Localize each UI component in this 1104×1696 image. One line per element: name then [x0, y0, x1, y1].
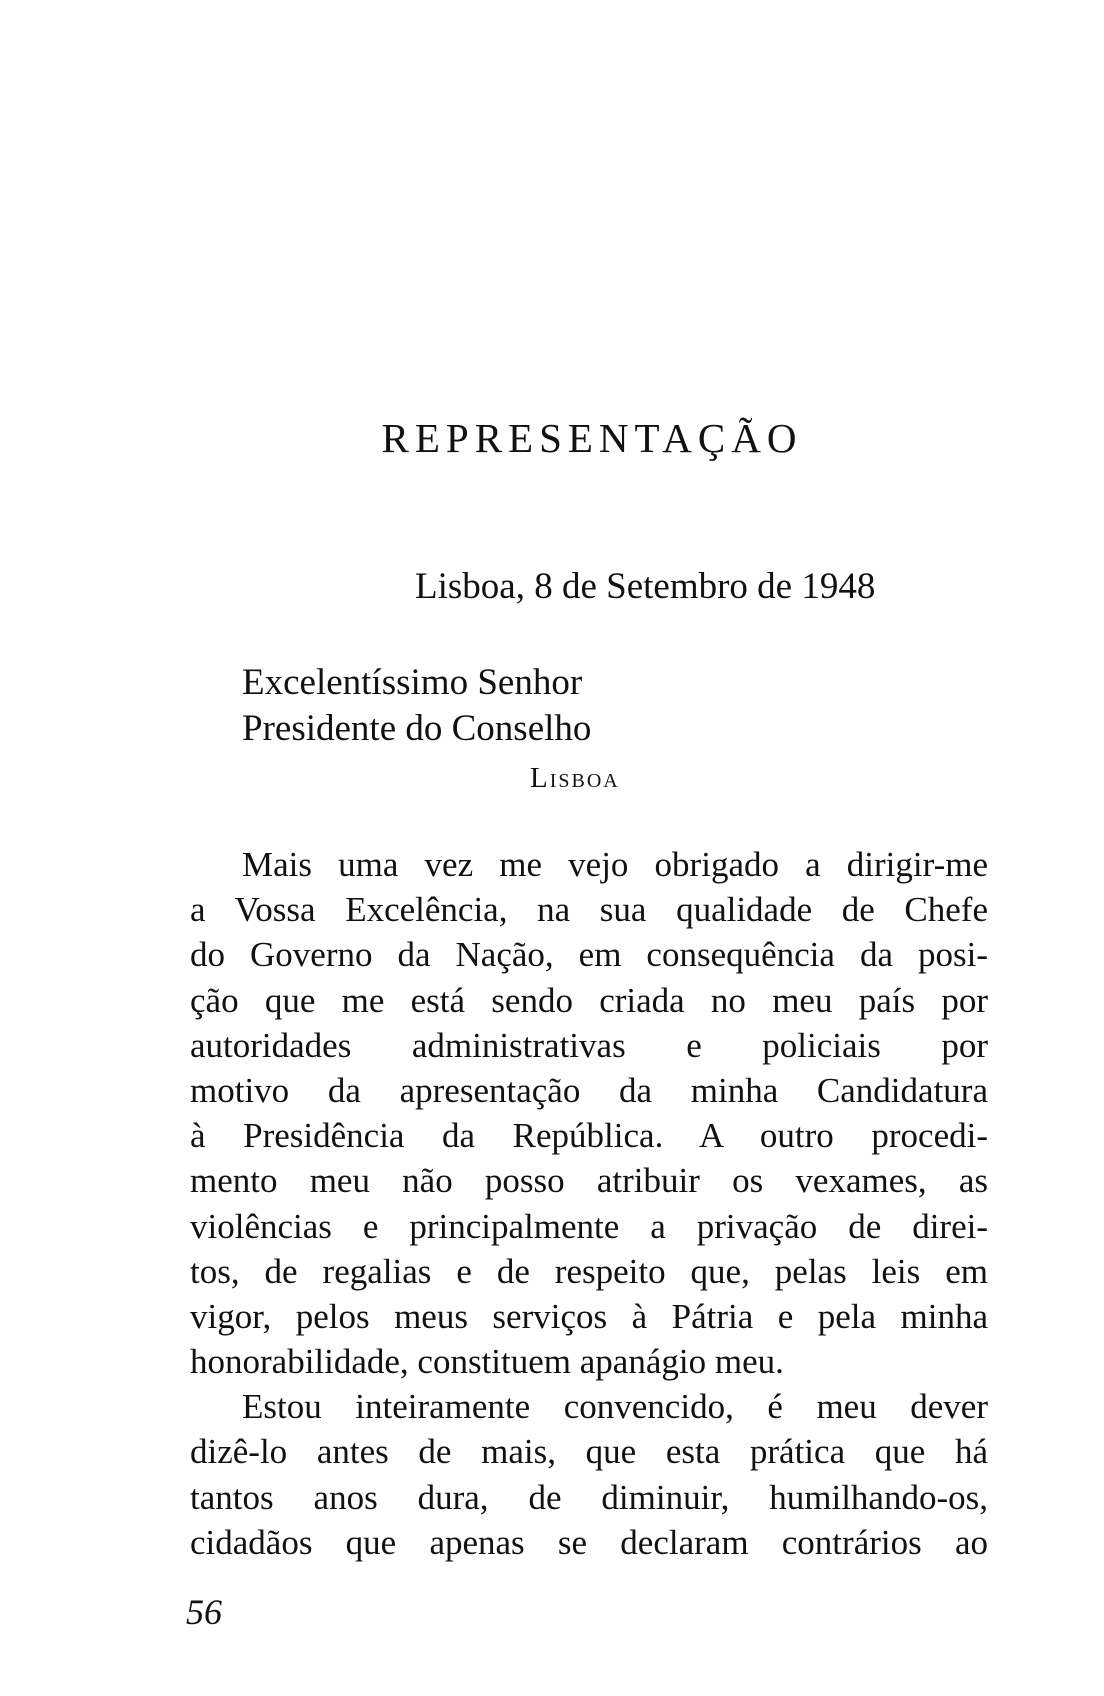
addressee-line-2: Presidente do Conselho — [242, 708, 592, 749]
body-line: honorabilidade, constituem apanágio meu. — [190, 1342, 784, 1382]
dateline: Lisboa, 8 de Setembro de 1948 — [415, 566, 876, 607]
body-line: ção que me está sendo criada no meu país por — [190, 980, 988, 1020]
page-title: REPRESENTAÇÃO — [381, 415, 803, 461]
body-line: tos, de regalias e de respeito que, pelas leis em — [190, 1251, 988, 1291]
body-line: do Governo da Nação, em consequência da posi- — [190, 935, 988, 975]
body-line: dizê-lo antes de mais, que esta prática que há — [190, 1432, 988, 1472]
body-line: violências e principalmente a privação de direi- — [190, 1206, 988, 1246]
body-line: vigor, pelos meus serviços à Pátria e pela minha — [190, 1296, 988, 1336]
body-line: cidadãos que apenas se declaram contrários ao — [190, 1522, 988, 1562]
addressee-city: Lisboa — [530, 762, 620, 794]
body-line: à Presidência da República. A outro procedi- — [190, 1116, 988, 1156]
body-line: autoridades administrativas e policiais por — [190, 1025, 988, 1065]
letter-body — [190, 842, 988, 1565]
body-line: tantos anos dura, de diminuir, humilhando-os, — [190, 1477, 988, 1517]
body-line: a Vossa Excelência, na sua qualidade de Chefe — [190, 890, 988, 930]
body-line: Estou inteiramente convencido, é meu dever — [242, 1387, 988, 1427]
addressee-block — [242, 660, 591, 752]
body-line: motivo da apresentação da minha Candidatura — [190, 1070, 988, 1110]
body-line: Mais uma vez me vejo obrigado a dirigir-me — [242, 845, 988, 884]
addressee-line-1: Excelentíssimo Senhor — [242, 662, 583, 703]
page-number: 56 — [186, 1592, 222, 1632]
body-line: mento meu não posso atribuir os vexames, as — [190, 1161, 988, 1201]
